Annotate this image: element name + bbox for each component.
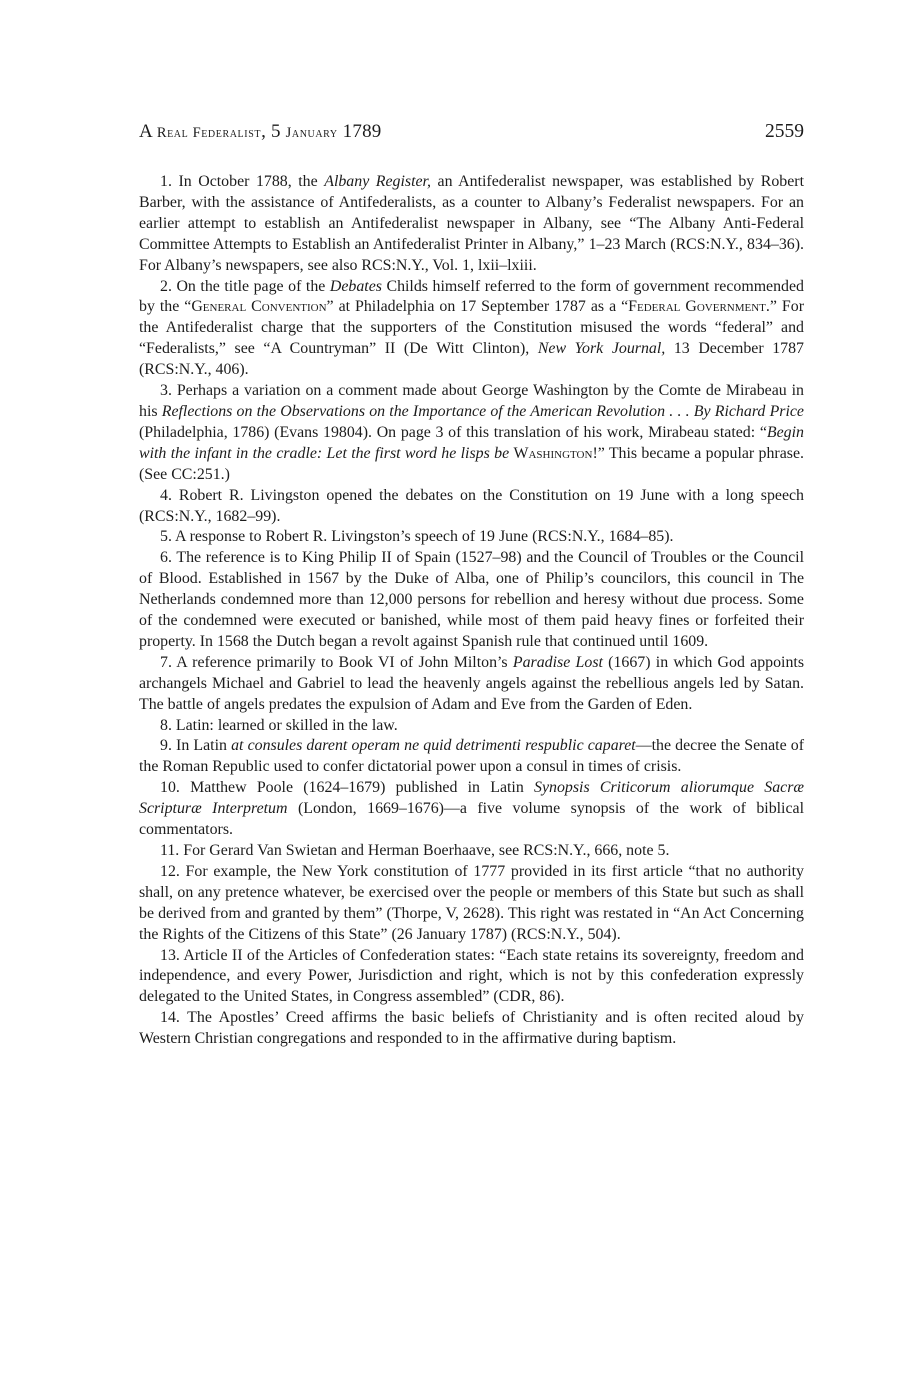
note-italic: Reflections on the Observations on the Importance of the American Revolution . . . By Richard Price xyxy=(161,402,804,420)
endnote-5 xyxy=(139,527,804,548)
running-head xyxy=(139,121,381,143)
running-head-date-month: January xyxy=(285,125,338,141)
running-head-prefix: A xyxy=(139,121,157,142)
running-head-date-year: 1789 xyxy=(337,121,382,142)
note-text: Childs himself referred to the form of government recommended by the “ xyxy=(139,277,804,316)
endnotes xyxy=(139,172,804,1050)
note-text: 7. A reference primarily to Book VI of John Milton’s xyxy=(160,653,513,671)
note-text: 2. On the title page of the xyxy=(160,277,330,295)
note-italic: at consules darent operam ne quid detrimenti respublic caparet xyxy=(231,737,636,755)
page-number: 2559 xyxy=(765,121,804,142)
note-italic: Paradise Lost xyxy=(512,653,603,671)
note-italic: Albany Register, xyxy=(324,173,431,190)
endnote-4 xyxy=(139,486,804,528)
endnote-6 xyxy=(139,548,804,653)
running-head-title: Real Federalist xyxy=(156,125,262,141)
note-small-caps: Federal Government xyxy=(628,298,766,316)
note-text: 4. Robert R. Livingston opened the debates on the Constitution on 19 June with a long speech (RCS:N.Y., 1682–99). xyxy=(139,486,804,525)
note-text: 13 December 1787 (RCS:N.Y., 406). xyxy=(139,340,804,379)
note-text: 10. Matthew Poole (1624–1679) published in Latin xyxy=(160,779,535,797)
note-text: 6. The reference is to King Philip II of Spain (1527–98) and the Council of Troubles or the Council of Blood. Established in 1567 by the Duke of Alba, one of Philip’s councilors, this council in The Netherlands condemned more than 12,000 persons for rebellion and heresy without due process. Some of the condemned were executed or banished, while most of them paid heavy fines or forfeited their property. In 1568 the Dutch began a revolt against Spanish rule that continued until 1609. xyxy=(139,549,804,650)
endnote-11 xyxy=(139,841,804,862)
note-text: (1667) in which God appoints archangels Michael and Gabriel to lead the heavenly angels against the rebellious angels led by Satan. The battle of angels predates the expulsion of Adam and Eve from the Garden of Eden. xyxy=(139,653,805,713)
endnote-14 xyxy=(139,1008,804,1050)
running-header xyxy=(139,121,804,151)
endnote-10 xyxy=(139,778,804,841)
note-text: !” This became a popular phrase. (See CC:251.) xyxy=(139,444,804,483)
endnote-9 xyxy=(139,736,804,778)
endnote-8 xyxy=(139,716,804,737)
endnote-1 xyxy=(139,172,804,277)
note-text: 13. Article II of the Articles of Confederation states: “Each state retains its sovereignty, freedom and independence, and every Power, Jurisdiction and right, which is not by this confederation expressly delegated to the United States, in Congress assembled” (CDR, 86). xyxy=(139,946,804,1006)
note-text: (Philadelphia, 1786) (Evans 19804). On page 3 of this translation of his work, Mirabeau stated: “ xyxy=(139,423,767,441)
note-italic: Begin with the infant in the cradle: Let the first word he lisps be xyxy=(139,423,804,462)
note-text: 14. The Apostles’ Creed affirms the basic beliefs of Christianity and is often recited aloud by Western Christian congregations and responded to in the affirmative during baptism. xyxy=(139,1009,804,1048)
endnote-7 xyxy=(139,653,804,716)
note-text: 1. In October 1788, the xyxy=(160,173,325,190)
note-text: an Antifederalist newspaper, was established by Robert Barber, with the assistance of Antifederalists, as a counter to Albany’s Federalist newspapers. For an earlier attempt to establish an Antifederalist newspaper in Albany, see “The Albany Anti-Federal Committee Attempts to Establish an Antifederalist Printer in Albany,” 1–23 March (RCS:N.Y., 834–36). For Albany’s newspapers, see also RCS:N.Y., Vol. 1, lxii–lxiii. xyxy=(139,173,805,274)
note-italic: Synopsis Criticorum aliorumque Sacræ Scripturæ Interpretum xyxy=(139,779,804,818)
endnote-12 xyxy=(139,862,804,946)
note-text: 12. For example, the New York constitution of 1777 provided in its first article “that no authority shall, on any pretence whatever, be exercised over the people or members of this State but such as shall be derived from and granted by them” (Thorpe, V, 2628). This right was restated in “An Act Concerning the Rights of the Citizens of this State” (26 January 1787) (RCS:N.Y., 504). xyxy=(139,862,804,943)
note-italic: New York Journal, xyxy=(537,340,666,358)
running-head-date-day: , 5 xyxy=(261,121,286,142)
endnote-2 xyxy=(139,277,804,382)
note-text: 3. Perhaps a variation on a comment made about George Washington by the Comte de Mirabeau in his xyxy=(139,382,804,420)
note-text: 8. Latin: learned or skilled in the law. xyxy=(160,716,398,734)
note-text: 11. For Gerard Van Swietan and Herman Boerhaave, see RCS:N.Y., 666, note 5. xyxy=(160,842,670,859)
endnote-13 xyxy=(139,946,804,1009)
note-text: (London, 1669–1676)—a five volume synopsis of the work of biblical commentators. xyxy=(139,800,804,839)
note-text: —the decree the Senate of the Roman Republic used to confer dictatorial power upon a consul in times of crisis. xyxy=(139,737,804,776)
note-text: .” For the Antifederalist charge that the supporters of the Constitution misused the words “federal” and “Federalists,” see “A Countryman” II (De Witt Clinton), xyxy=(139,298,804,358)
endnote-3 xyxy=(139,381,804,486)
note-text: ” at Philadelphia on 17 September 1787 as a “ xyxy=(326,298,629,316)
note-small-caps: Washington xyxy=(513,444,593,462)
note-italic: Debates xyxy=(329,277,382,295)
note-text: 9. In Latin xyxy=(160,737,232,755)
note-text: 5. A response to Robert R. Livingston’s speech of 19 June (RCS:N.Y., 1684–85). xyxy=(160,528,674,546)
note-small-caps: General Convention xyxy=(191,298,327,316)
